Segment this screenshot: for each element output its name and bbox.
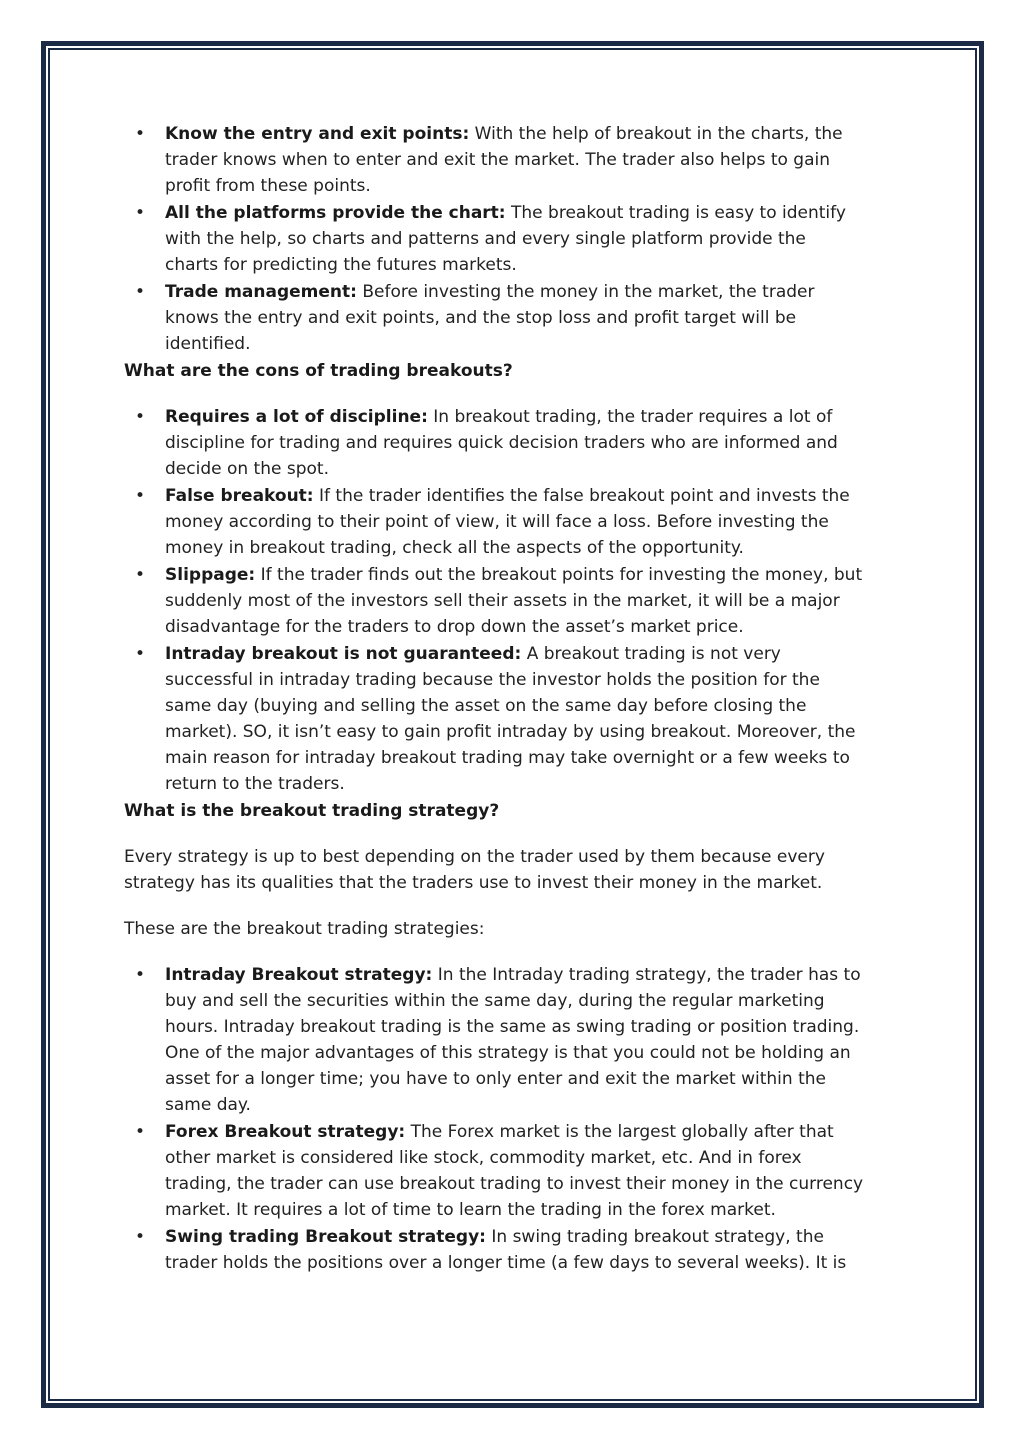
list-item-text: In breakout trading, the trader requires a lot of discipline for trading and requires quick decision traders who are informed and decide on the spot. [165,407,838,479]
list-item [124,483,864,561]
list-item [124,641,864,797]
strategy-intro-paragraph: Every strategy is up to best depending on the trader used by them because every strategy has its qualities that the traders use to invest their money in the market. [124,847,825,893]
list-item [124,962,864,1118]
list-item-text: Before investing the money in the market, the trader knows the entry and exit points, and the stop loss and profit target will be identified. [165,282,815,354]
strategy-heading: What is the breakout trading strategy? [124,801,500,821]
bullet-icon: • [135,203,146,223]
bullet-icon: • [135,282,146,302]
list-item-text: In the Intraday trading strategy, the trader has to buy and sell the securities within the same day, during the regular marketing hours. Intraday breakout trading is the same as swing trading or position trading. One of the major advantages of this strategy is that you could not be holding an asset for a longer time; you have to only enter and exit the market within the same day. [165,965,861,1115]
document-body [124,121,864,1277]
list-item-term: Intraday Breakout strategy: [165,965,433,985]
strategy-lead-paragraph: These are the breakout trading strategies: [124,919,485,939]
list-item-term: False breakout: [165,486,314,506]
bullet-icon: • [135,965,146,985]
list-item-text: A breakout trading is not very successful in intraday trading because the investor holds the position for the same day (buying and selling the asset on the same day before closing the market). SO, it isn’t easy to gain profit intraday by using breakout. Moreover, the main reason for intraday breakout trading may take overnight or a few weeks to return to the traders. [165,644,856,794]
cons-list [124,404,864,797]
list-item-term: Trade management: [165,282,357,302]
list-item-text: If the trader finds out the breakout points for investing the money, but suddenly most of the investors sell their assets in the market, it will be a major disadvantage for the traders to drop down the asset’s market price. [165,565,863,637]
pros-list [124,121,864,357]
list-item [124,200,864,278]
strategy-list [124,962,864,1276]
list-item-term: Slippage: [165,565,256,585]
list-item-text: The breakout trading is easy to identify with the help, so charts and patterns and every single platform provide the charts for predicting the futures markets. [165,203,846,275]
list-item [124,404,864,482]
list-item-term: Forex Breakout strategy: [165,1122,406,1142]
list-item-term: All the platforms provide the chart: [165,203,506,223]
bullet-icon: • [135,407,146,427]
list-item-text: With the help of breakout in the charts, the trader knows when to enter and exit the market. The trader also helps to gain profit from these points. [165,124,843,196]
list-item-text: In swing trading breakout strategy, the trader holds the positions over a longer time (a few days to several weeks). It is [165,1227,847,1273]
list-item-text: The Forex market is the largest globally after that other market is considered like stock, commodity market, etc. And in forex trading, the trader can use breakout trading to invest their money in the currency market. It requires a lot of time to learn the trading in the forex market. [165,1122,864,1220]
list-item-term: Intraday breakout is not guaranteed: [165,644,522,664]
list-item [124,279,864,357]
list-item-term: Know the entry and exit points: [165,124,470,144]
list-item-term: Requires a lot of discipline: [165,407,428,427]
list-item [124,562,864,640]
list-item-text: If the trader identifies the false breakout point and invests the money according to their point of view, it will face a loss. Before investing the money in breakout trading, check all the aspects of the opportunity. [165,486,850,558]
cons-heading: What are the cons of trading breakouts? [124,361,513,381]
bullet-icon: • [135,565,146,585]
list-item [124,121,864,199]
bullet-icon: • [135,1122,146,1142]
bullet-icon: • [135,486,146,506]
bullet-icon: • [135,1227,146,1247]
bullet-icon: • [135,124,146,144]
list-item [124,1224,864,1276]
list-item [124,1119,864,1223]
bullet-icon: • [135,644,146,664]
list-item-term: Swing trading Breakout strategy: [165,1227,486,1247]
